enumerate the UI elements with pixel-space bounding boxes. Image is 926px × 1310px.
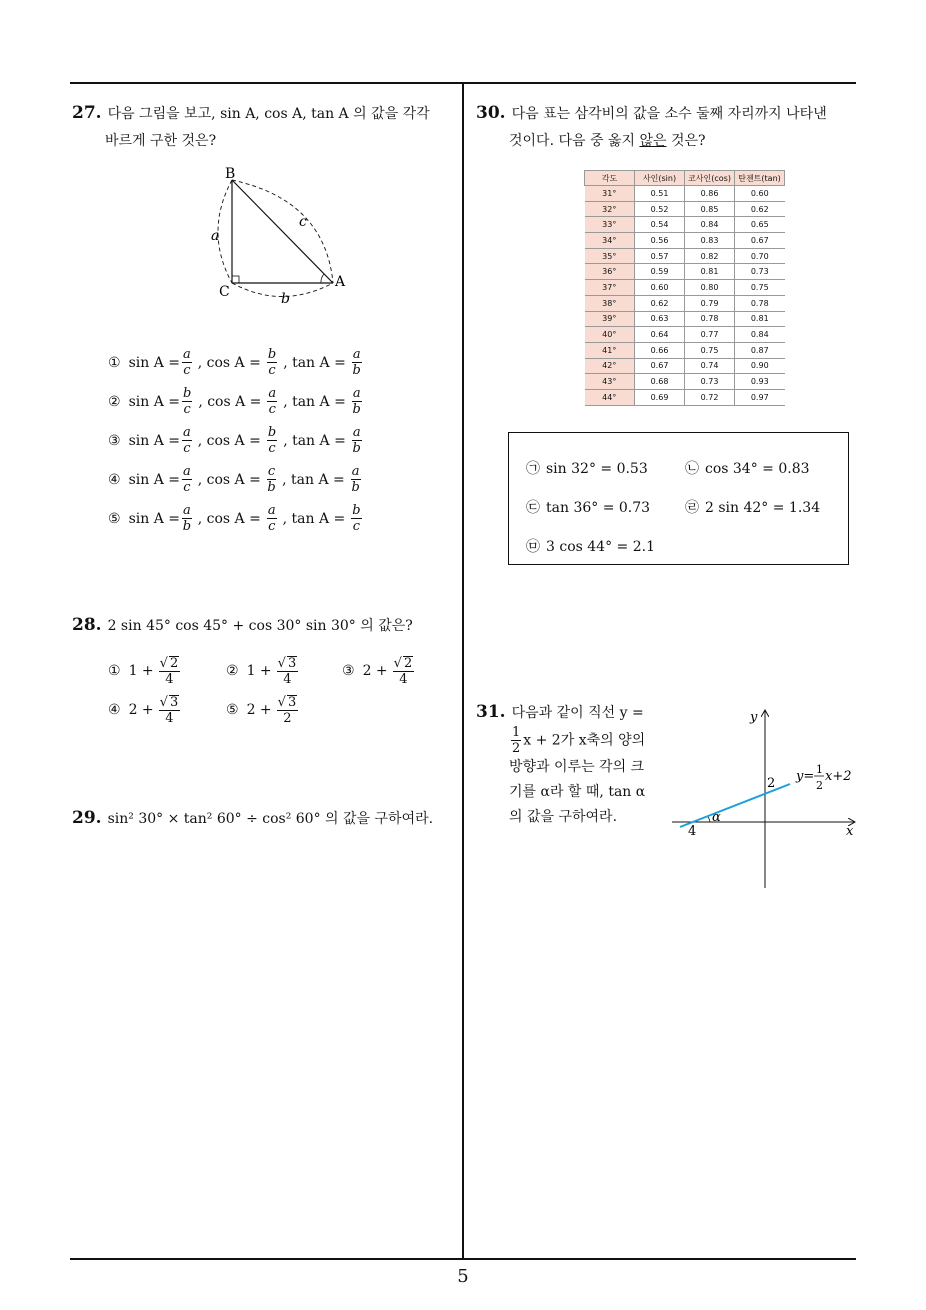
sqrt-fraction: $\frac{√ 3}{4}$ bbox=[277, 656, 297, 687]
problem-number: 27. bbox=[72, 103, 102, 123]
y-intercept-label: 2 bbox=[767, 776, 776, 791]
table-cell: 32° bbox=[585, 201, 635, 217]
choice-item-1: ㉠ sin 32° = 0.53 bbox=[526, 461, 648, 477]
equation-rest: x+2 bbox=[825, 769, 852, 784]
table-cell: 0.68 bbox=[635, 374, 685, 390]
table-cell: 0.80 bbox=[685, 280, 735, 296]
problem-27-stem: 27. 다음 그림을 보고, sin A, cos A, tan A 의 값을 각각 바르게 구한 것은? bbox=[72, 103, 430, 149]
table-cell: 31° bbox=[585, 186, 635, 202]
table-row bbox=[585, 389, 785, 405]
p28-option-2[interactable]: ② 1 + $\frac{√ 3}{4}$ bbox=[226, 656, 297, 687]
table-cell: 0.72 bbox=[685, 389, 735, 405]
vertex-A: A bbox=[335, 274, 346, 290]
p28-option-5[interactable]: ⑤ 2 + $\frac{√ 3}{2}$ bbox=[226, 695, 297, 726]
p28-option-4[interactable]: ④ 2 + $\frac{√ 3}{4}$ bbox=[108, 695, 179, 726]
problem-number: 30. bbox=[476, 103, 506, 123]
table-row bbox=[585, 358, 785, 374]
choice-item-3: ㉢ tan 36° = 0.73 bbox=[526, 500, 651, 516]
table-cell: 0.51 bbox=[635, 186, 685, 202]
x-axis-label: x bbox=[846, 824, 854, 839]
problem-number: 31. bbox=[476, 702, 506, 722]
table-row bbox=[585, 374, 785, 390]
line-graph bbox=[672, 705, 862, 895]
table-header-row bbox=[585, 171, 785, 186]
problem-28-stem: 28. 2 sin 45° cos 45° + cos 30° sin 30° 의 값은? bbox=[72, 615, 413, 635]
p27-option-1[interactable]: ① sin A = $\frac{a}{c}$ , cos A = $\frac{b}{c}$ , tan A = $\frac{a}{b}$ bbox=[108, 347, 361, 378]
fraction: $\frac{a}{c}$ bbox=[182, 464, 191, 495]
vertex-B: B bbox=[225, 166, 236, 182]
table-cell: 40° bbox=[585, 327, 635, 343]
table-cell: 44° bbox=[585, 389, 635, 405]
trig-value-table bbox=[584, 170, 785, 406]
table-cell: 0.78 bbox=[685, 311, 735, 327]
table-cell: 0.64 bbox=[635, 327, 685, 343]
table-cell: 35° bbox=[585, 248, 635, 264]
table-cell: 0.87 bbox=[735, 342, 785, 358]
table-cell: 0.69 bbox=[635, 389, 685, 405]
table-row bbox=[585, 327, 785, 343]
table-row bbox=[585, 186, 785, 202]
table-cell: 0.86 bbox=[685, 186, 735, 202]
fraction: $\frac{a}{b}$ bbox=[182, 503, 192, 534]
fraction: $\frac{a}{b}$ bbox=[351, 464, 360, 495]
choice-box bbox=[508, 432, 849, 565]
problem-number: 29. bbox=[72, 808, 102, 828]
table-cell: 0.79 bbox=[685, 295, 735, 311]
table-header-cell: 각도 bbox=[585, 171, 635, 186]
table-cell: 43° bbox=[585, 374, 635, 390]
side-a: a bbox=[211, 228, 220, 244]
table-cell: 0.93 bbox=[735, 374, 785, 390]
fraction: $\frac{b}{c}$ bbox=[267, 347, 277, 378]
table-cell: 0.78 bbox=[735, 295, 785, 311]
slope-fraction: $\frac{1}{2}$ bbox=[512, 725, 521, 756]
table-header-cell: 탄젠트(tan) bbox=[735, 171, 785, 186]
choice-item-5: ㉤ 3 cos 44° = 2.1 bbox=[526, 539, 655, 555]
table-row bbox=[585, 342, 785, 358]
table-cell: 0.77 bbox=[685, 327, 735, 343]
x-intercept-label: 4 bbox=[688, 824, 697, 839]
table-cell: 0.84 bbox=[685, 217, 735, 233]
angle-alpha-label: α bbox=[712, 810, 721, 825]
fraction: $\frac{b}{c}$ bbox=[267, 425, 277, 456]
table-cell: 0.59 bbox=[635, 264, 685, 280]
table-cell: 39° bbox=[585, 311, 635, 327]
table-cell: 0.90 bbox=[735, 358, 785, 374]
table-cell: 0.60 bbox=[735, 186, 785, 202]
table-cell: 0.66 bbox=[635, 342, 685, 358]
equation-den: 2 bbox=[816, 779, 823, 792]
table-row bbox=[585, 295, 785, 311]
vertex-C: C bbox=[219, 284, 230, 300]
choice-item-4: ㉣ 2 sin 42° = 1.34 bbox=[685, 500, 821, 516]
table-cell: 42° bbox=[585, 358, 635, 374]
table-header-cell: 코사인(cos) bbox=[685, 171, 735, 186]
table-cell: 0.54 bbox=[635, 217, 685, 233]
table-cell: 0.57 bbox=[635, 248, 685, 264]
problem-29-stem: 29. sin² 30° × tan² 60° ÷ cos² 60° 의 값을 구하여라. bbox=[72, 808, 434, 828]
p28-option-3[interactable]: ③ 2 + $\frac{√ 2}{4}$ bbox=[342, 656, 413, 687]
table-cell: 0.62 bbox=[635, 295, 685, 311]
table-cell: 0.81 bbox=[735, 311, 785, 327]
side-c: c bbox=[299, 214, 307, 230]
table-cell: 33° bbox=[585, 217, 635, 233]
choice-item-2: ㉡ cos 34° = 0.83 bbox=[685, 461, 810, 477]
table-row bbox=[585, 233, 785, 249]
equation-y: y= bbox=[796, 769, 815, 784]
table-cell: 38° bbox=[585, 295, 635, 311]
table-cell: 0.62 bbox=[735, 201, 785, 217]
problem-number: 28. bbox=[72, 615, 102, 635]
table-cell: 0.81 bbox=[685, 264, 735, 280]
table-cell: 41° bbox=[585, 342, 635, 358]
fraction: $\frac{a}{b}$ bbox=[352, 386, 361, 417]
table-cell: 0.67 bbox=[635, 358, 685, 374]
table-header-cell: 사인(sin) bbox=[635, 171, 685, 186]
table-cell: 36° bbox=[585, 264, 635, 280]
table-row bbox=[585, 311, 785, 327]
table-cell: 0.84 bbox=[735, 327, 785, 343]
table-cell: 0.65 bbox=[735, 217, 785, 233]
sqrt-fraction: $\frac{√ 2}{4}$ bbox=[159, 656, 179, 687]
fraction: $\frac{a}{c}$ bbox=[267, 503, 276, 534]
table-row bbox=[585, 217, 785, 233]
problem-31-stem: 31. 다음과 같이 직선 y = $\frac{1}{2}$ x + 2가 x축의 양의 방향과 이루는 각의 크 기를 α라 할 때, tan α 의 값을 구하여라. bbox=[476, 702, 646, 825]
p27-option-2[interactable]: ② sin A = $\frac{b}{c}$ , cos A = $\frac{a}{c}$ , tan A = $\frac{a}{b}$ bbox=[108, 386, 361, 417]
table-cell: 0.73 bbox=[685, 374, 735, 390]
column-divider bbox=[462, 82, 464, 1259]
table-cell: 0.63 bbox=[635, 311, 685, 327]
equation-num: 1 bbox=[816, 763, 823, 776]
problem-30-stem: 30. 다음 표는 삼각비의 값을 소수 둘째 자리까지 나타낸 것이다. 다음 중 옳지 않은 것은? bbox=[476, 103, 827, 149]
table-cell: 0.83 bbox=[685, 233, 735, 249]
p27-option-5[interactable]: ⑤ sin A = $\frac{a}{b}$ , cos A = $\frac{a}{c}$ , tan A = $\frac{b}{c}$ bbox=[108, 503, 361, 534]
table-cell: 0.73 bbox=[735, 264, 785, 280]
table-cell: 0.85 bbox=[685, 201, 735, 217]
p28-option-1[interactable]: ① 1 + $\frac{√ 2}{4}$ bbox=[108, 656, 179, 687]
table-row bbox=[585, 248, 785, 264]
sqrt-fraction: $\frac{√ 3}{2}$ bbox=[277, 695, 297, 726]
table-cell: 0.70 bbox=[735, 248, 785, 264]
table-cell: 0.56 bbox=[635, 233, 685, 249]
triangle-figure bbox=[200, 160, 360, 310]
table-cell: 0.75 bbox=[735, 280, 785, 296]
p27-option-3[interactable]: ③ sin A = $\frac{a}{c}$ , cos A = $\frac{b}{c}$ , tan A = $\frac{a}{b}$ bbox=[108, 425, 361, 456]
table-cell: 34° bbox=[585, 233, 635, 249]
table-cell: 0.74 bbox=[685, 358, 735, 374]
y-axis-label: y bbox=[750, 710, 758, 725]
side-b: b bbox=[281, 291, 290, 307]
bottom-rule bbox=[70, 1258, 856, 1260]
sqrt-fraction: $\frac{√ 2}{4}$ bbox=[393, 656, 413, 687]
table-cell: 0.52 bbox=[635, 201, 685, 217]
table-row bbox=[585, 201, 785, 217]
table-cell: 0.60 bbox=[635, 280, 685, 296]
fraction: $\frac{b}{c}$ bbox=[352, 503, 361, 534]
table-row bbox=[585, 280, 785, 296]
table-cell: 37° bbox=[585, 280, 635, 296]
fraction: $\frac{a}{c}$ bbox=[182, 347, 191, 378]
fraction: $\frac{a}{b}$ bbox=[352, 425, 361, 456]
fraction: $\frac{a}{b}$ bbox=[352, 347, 361, 378]
table-row bbox=[585, 264, 785, 280]
fraction: $\frac{a}{c}$ bbox=[182, 425, 191, 456]
table-cell: 0.75 bbox=[685, 342, 735, 358]
table-cell: 0.97 bbox=[735, 389, 785, 405]
fraction: $\frac{a}{c}$ bbox=[268, 386, 277, 417]
fraction: $\frac{c}{b}$ bbox=[267, 464, 276, 495]
table-cell: 0.82 bbox=[685, 248, 735, 264]
fraction: $\frac{b}{c}$ bbox=[182, 386, 192, 417]
p27-option-4[interactable]: ④ sin A = $\frac{a}{c}$ , cos A = $\frac{c}{b}$ , tan A = $\frac{a}{b}$ bbox=[108, 464, 360, 495]
table-cell: 0.67 bbox=[735, 233, 785, 249]
sqrt-fraction: $\frac{√ 3}{4}$ bbox=[159, 695, 179, 726]
page-number: 5 bbox=[457, 1266, 469, 1287]
